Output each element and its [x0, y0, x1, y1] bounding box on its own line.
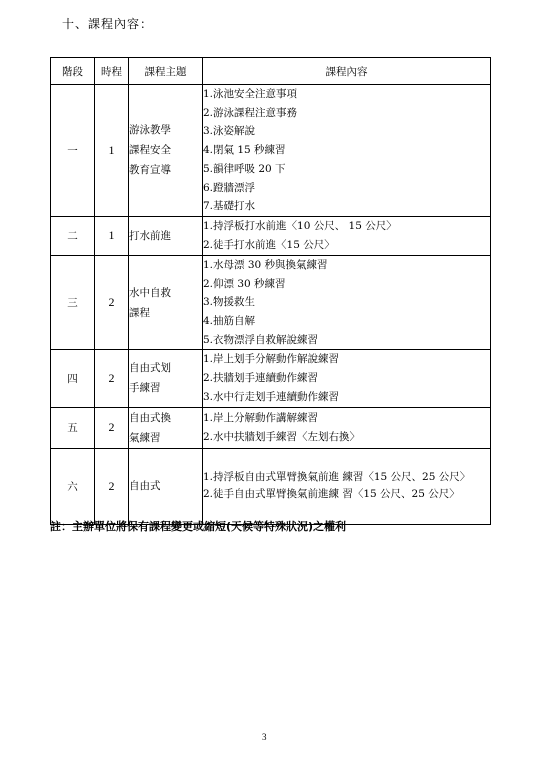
- topic-cell: [129, 85, 203, 217]
- content-item: 3.泳姿解說: [203, 125, 256, 138]
- content-item: 7.基礎打水: [203, 200, 256, 213]
- table-row: [51, 448, 491, 524]
- content-item: 3.水中行走划手連續動作練習: [203, 390, 340, 403]
- topic-line: 課程安全: [129, 144, 171, 157]
- stage-cell: 五: [51, 407, 95, 448]
- hours-cell: 1: [95, 85, 129, 217]
- topic-line: 游泳教學: [129, 124, 171, 137]
- content-item: 1.持浮板打水前進〈10 公尺、 15 公尺〉: [203, 220, 397, 233]
- content-item: 5.韻律呼吸 20 下: [203, 162, 286, 175]
- header-hours: 時程: [95, 58, 129, 85]
- topic-line: 教育宣導: [129, 164, 171, 177]
- footnote: 註：主辦單位將保有課程變更或縮短(天候等特殊狀況)之權利: [50, 520, 347, 533]
- hours-cell: 2: [95, 255, 129, 350]
- topic-cell: [129, 216, 203, 255]
- content-item: 2.扶牆划手連續動作練習: [203, 372, 319, 385]
- stage-cell: 一: [51, 85, 95, 217]
- content-cell: [203, 216, 491, 255]
- content-item: 2.徒手自由式單臂換氣前進練 習〈15 公尺、25 公尺〉: [203, 488, 460, 501]
- content-cell: [203, 407, 491, 448]
- topic-line: 自由式: [129, 480, 161, 493]
- table-header-row: [51, 58, 491, 85]
- topic-line: 氣練習: [129, 431, 161, 444]
- stage-cell: 四: [51, 350, 95, 407]
- topic-line: 水中自救: [129, 286, 171, 299]
- header-topic: 課程主題: [129, 58, 203, 85]
- content-cell: [203, 350, 491, 407]
- content-item: 4.抽筋自解: [203, 315, 256, 328]
- topic-line: 自由式換: [129, 411, 171, 424]
- topic-line: 自由式划: [129, 362, 171, 375]
- content-item: 2.仰漂 30 秒練習: [203, 277, 286, 290]
- page-number: 3: [262, 732, 267, 742]
- topic-cell: [129, 448, 203, 524]
- content-item: 2.游泳課程注意事務: [203, 106, 298, 119]
- topic-line: 打水前進: [129, 229, 171, 242]
- content-item: 5.衣物漂浮自救解說練習: [203, 333, 319, 346]
- header-stage: 階段: [51, 58, 95, 85]
- topic-line: 課程: [129, 306, 150, 319]
- stage-cell: 二: [51, 216, 95, 255]
- course-table: [50, 57, 491, 525]
- content-item: 1.岸上分解動作講解練習: [203, 411, 319, 424]
- table-row: [51, 407, 491, 448]
- content-item: 1.岸上划手分解動作解說練習: [203, 353, 340, 366]
- topic-cell: [129, 255, 203, 350]
- section-title: 十、課程內容：: [62, 17, 154, 31]
- table-row: [51, 255, 491, 350]
- hours-cell: 1: [95, 216, 129, 255]
- content-item: 4.閉氣 15 秒練習: [203, 144, 286, 157]
- hours-cell: 2: [95, 448, 129, 524]
- content-item: 3.物援救生: [203, 296, 256, 309]
- topic-cell: [129, 407, 203, 448]
- content-item: 2.水中扶牆划手練習〈左划右換〉: [203, 430, 361, 443]
- topic-line: 手練習: [129, 382, 161, 395]
- table-row: [51, 216, 491, 255]
- content-item: 1.泳池安全注意事項: [203, 88, 298, 100]
- content-cell: [203, 448, 491, 524]
- hours-cell: 2: [95, 350, 129, 407]
- table-row: [51, 85, 491, 217]
- topic-cell: [129, 350, 203, 407]
- table-row: [51, 350, 491, 407]
- header-content: 課程內容: [203, 58, 491, 85]
- stage-cell: 三: [51, 255, 95, 350]
- content-cell: [203, 85, 491, 217]
- content-item: 6.蹬牆漂浮: [203, 181, 256, 194]
- content-item: 1.持浮板自由式單臂換氣前進 練習〈15 公尺、25 公尺〉: [203, 471, 471, 484]
- content-item: 2.徒手打水前進〈15 公尺〉: [203, 238, 335, 251]
- content-cell: [203, 255, 491, 350]
- stage-cell: 六: [51, 448, 95, 524]
- content-item: 1.水母漂 30 秒與換氣練習: [203, 258, 328, 271]
- hours-cell: 2: [95, 407, 129, 448]
